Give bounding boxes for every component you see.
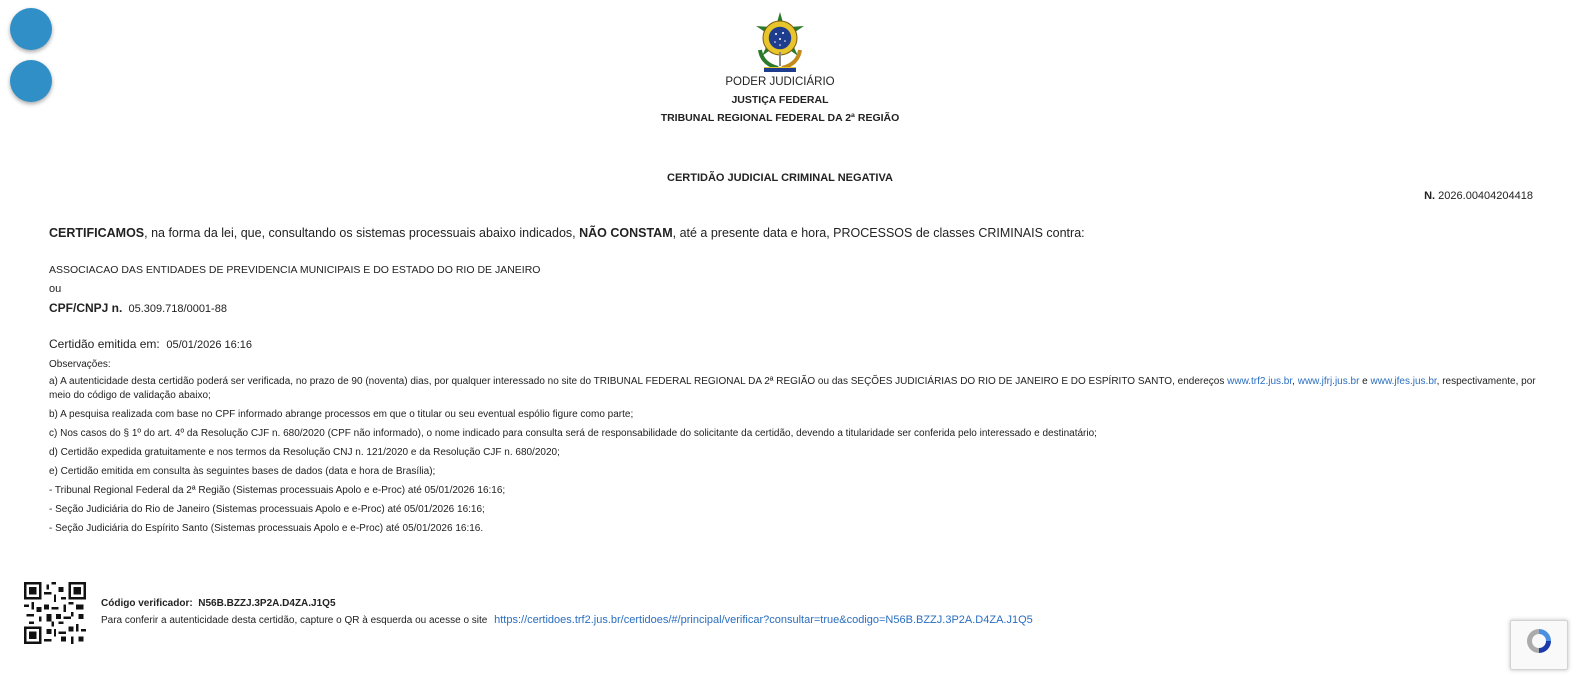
observation-d: d) Certidão expedida gratuitamente e nos termos da Resolução CNJ n. 121/2020 e da Resolução CJF n. 680/2020;: [49, 447, 560, 458]
observation-b: b) A pesquisa realizada com base no CPF informado abrange processos em que o titular ou seu eventual espólio figure como parte;: [49, 409, 634, 420]
certificate-number: [1424, 190, 1533, 202]
entity-name: ASSOCIACAO DAS ENTIDADES DE PREVIDENCIA MUNICIPAIS E DO ESTADO DO RIO DE JANEIRO: [49, 264, 541, 276]
certification-statement: [49, 226, 1549, 240]
emission-date: [49, 337, 1549, 351]
observation-a-text-1: a) A autenticidade desta certidão poderá ser verificada, no prazo de 90 (noventa) dias, por qualquer interessado no site do TRIBUNAL FEDERAL REGIONAL DA 2ª REGIÃO ou das SEÇÕES JUDICIÁRIAS DO RIO DE JANEIRO E DO ESPÍRITO SANTO, endereços: [49, 376, 1228, 387]
recaptcha-badge[interactable]: [1510, 620, 1568, 670]
emission-date-value: 05/01/2026 16:16: [166, 339, 253, 351]
observation-a-text-2: , respectivamente, por meio do código de validação abaixo;: [49, 376, 1536, 401]
certificate-number-label: N.: [1424, 190, 1436, 202]
certificate-number-value: 2026.00404204418: [1438, 190, 1533, 202]
observation-e: e) Certidão emitida em consulta às seguintes bases de dados (data e hora de Brasília);: [49, 466, 436, 477]
observation-e1: - Tribunal Regional Federal da 2ª Região (Sistemas processuais Apolo e e-Proc) até 05/01/2026 16:16;: [49, 485, 506, 496]
observation-a-sep-2: e: [1359, 376, 1371, 387]
verification-instructions-text: Para conferir a autenticidade desta certidão, capture o QR à esquerda ou acesse o site: [101, 615, 488, 626]
emission-date-label: Certidão emitida em:: [49, 337, 160, 351]
cpf-cnpj: [49, 301, 1549, 315]
header-justica-federal: JUSTIÇA FEDERAL: [731, 94, 829, 106]
or-text: ou: [49, 283, 62, 295]
statement-text-2: , até a presente data e hora, PROCESSOS de classes CRIMINAIS contra:: [672, 226, 1085, 240]
nao-constam-text: NÃO CONSTAM: [579, 226, 673, 240]
header-tribunal: TRIBUNAL REGIONAL FEDERAL DA 2ª REGIÃO: [660, 112, 900, 124]
brazil-coat-of-arms-icon: [752, 12, 808, 74]
observation-a-sep-1: ,: [1292, 376, 1298, 387]
verification-url-link[interactable]: https://certidoes.trf2.jus.br/certidoes/#/principal/verificar?consultar=true&codigo=N56B.BZZJ.3P2A.D4ZA.J1Q5: [494, 614, 1033, 626]
verification-code-value: N56B.BZZJ.3P2A.D4ZA.J1Q5: [198, 598, 336, 609]
observation-e2: - Seção Judiciária do Rio de Janeiro (Sistemas processuais Apolo e e-Proc) até 05/01/2026 16:16;: [49, 504, 485, 515]
observation-a: [49, 375, 1541, 403]
observation-c: c) Nos casos do § 1º do art. 4º da Resolução CJF n. 680/2020 (CPF não informado), o nome indicado para consulta será de responsabilidade do solicitante da certidão, devendo a titularidade ser conferida pelo interessado e destinatário;: [49, 428, 1097, 439]
header-poder-judiciario: PODER JUDICIÁRIO: [725, 76, 835, 88]
certificate-title: CERTIDÃO JUDICIAL CRIMINAL NEGATIVA: [667, 172, 893, 184]
link-trf2[interactable]: www.trf2.jus.br: [1227, 376, 1293, 387]
document-header: [0, 12, 1560, 124]
cpf-cnpj-label: CPF/CNPJ n.: [49, 301, 123, 315]
recaptcha-icon: [1522, 626, 1556, 656]
link-jfrj[interactable]: www.jfrj.jus.br: [1297, 376, 1360, 387]
verification-instructions: [101, 614, 1033, 626]
cpf-cnpj-value: 05.309.718/0001-88: [128, 303, 227, 315]
statement-text-1: , na forma da lei, que, consultando os sistemas processuais abaixo indicados,: [144, 226, 580, 240]
observations-label: Observações:: [49, 359, 111, 370]
verification-code: [101, 598, 336, 609]
certificamos-text: CERTIFICAMOS: [49, 226, 145, 240]
certificate-body: [49, 226, 1549, 536]
qr-code-icon: [24, 582, 86, 644]
link-jfes[interactable]: www.jfes.jus.br: [1370, 376, 1437, 387]
observation-e3: - Seção Judiciária do Espírito Santo (Sistemas processuais Apolo e e-Proc) até 05/01/2026 16:16.: [49, 523, 484, 534]
verification-code-label: Código verificador:: [101, 598, 193, 609]
